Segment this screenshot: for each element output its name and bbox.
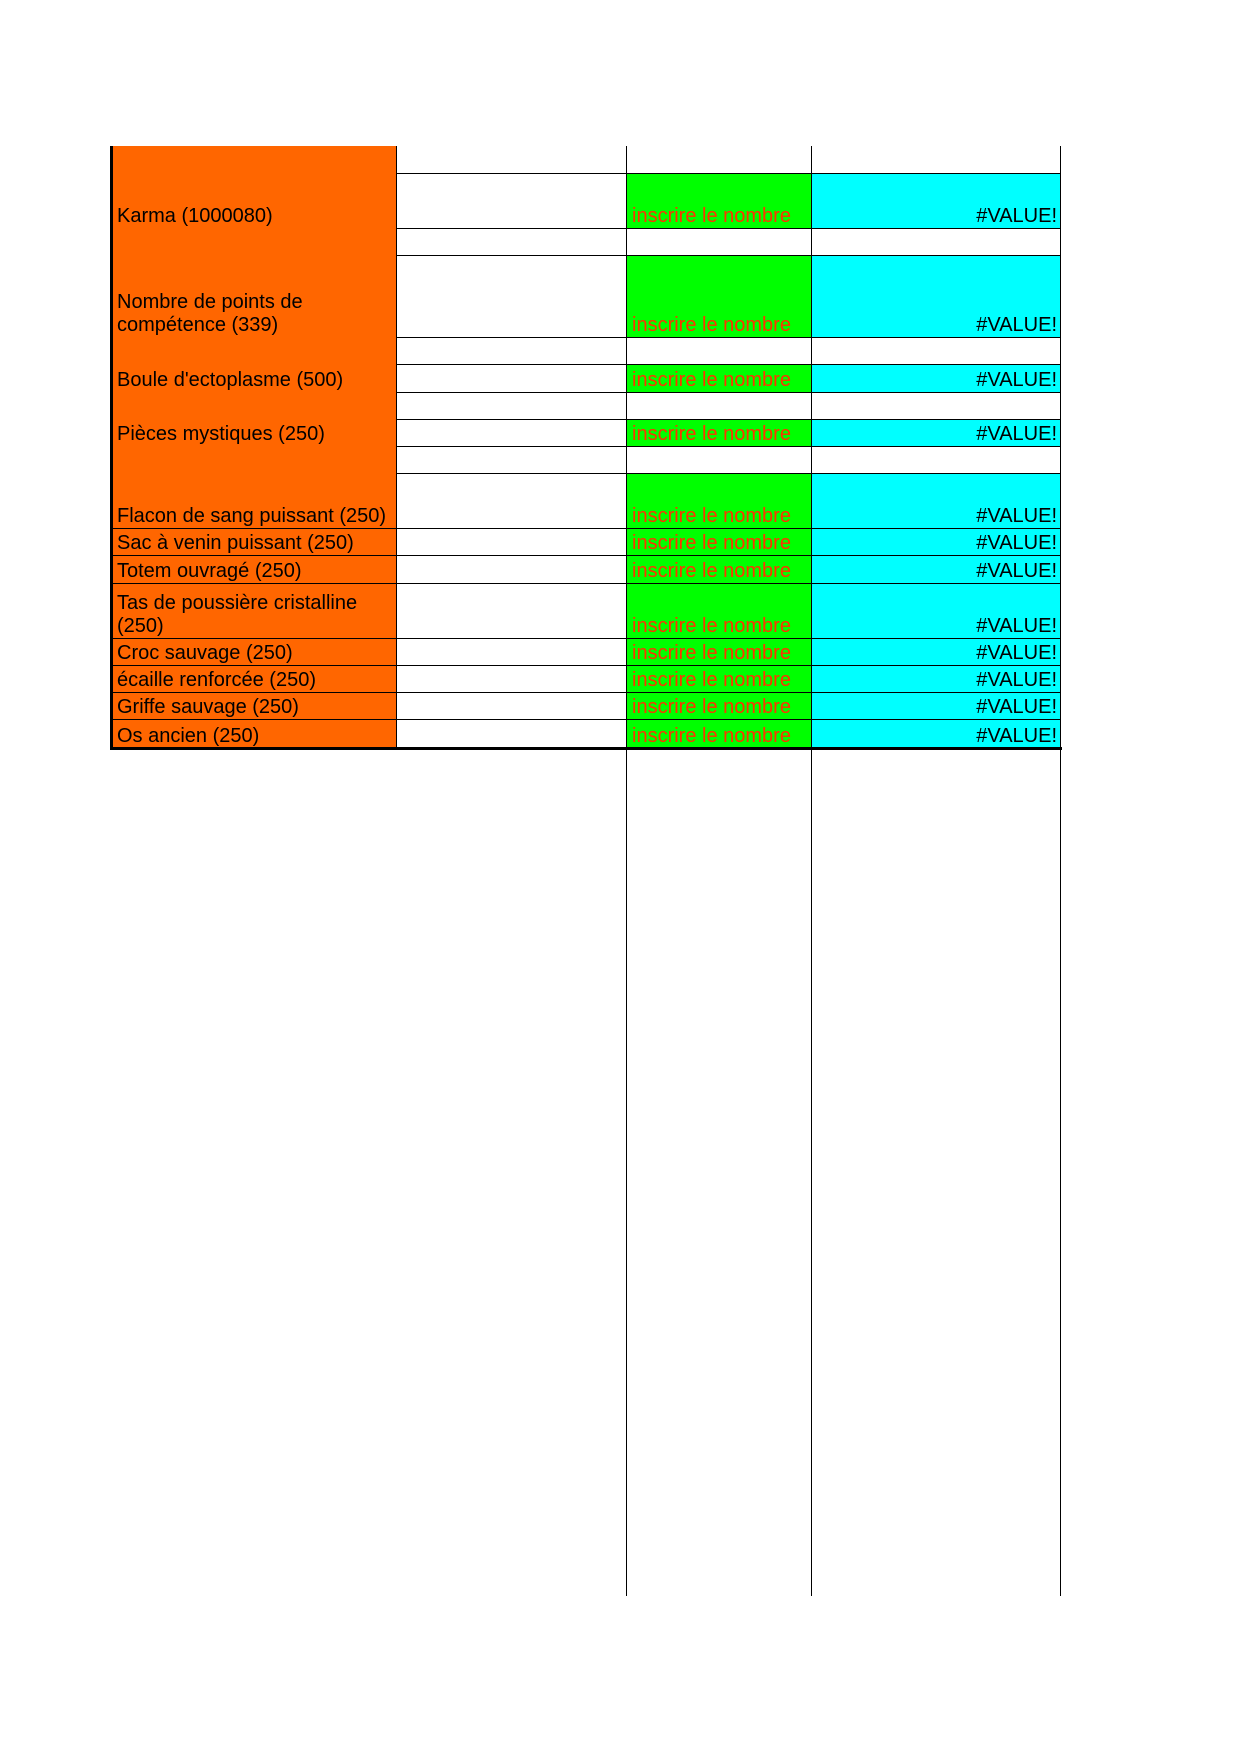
item-label-cell [112,146,397,174]
empty-cell [397,146,627,174]
empty-cell [397,229,627,256]
empty-cell [397,556,627,584]
result-text: #VALUE! [976,505,1057,527]
label-row-border [112,555,397,556]
item-label-text: Nombre de points de compétence (339) [117,291,303,336]
result-cell [812,666,1061,693]
row-border [397,555,1061,556]
result-text: #VALUE! [976,369,1057,391]
label-row-border [112,665,397,666]
empty-cell [397,529,627,556]
empty-cell [397,393,627,420]
quantity-input-text: inscrire le nombre [632,725,791,747]
result-cell [812,447,1061,474]
quantity-input-cell[interactable] [627,474,812,529]
quantity-input-text: inscrire le nombre [632,669,791,691]
result-cell [812,529,1061,556]
result-cell [812,338,1061,365]
result-text: #VALUE! [976,669,1057,691]
row-border [397,392,1061,393]
result-cell [812,174,1061,229]
result-cell [812,693,1061,720]
quantity-input-cell[interactable] [627,146,812,174]
label-row-border [112,638,397,639]
quantity-input-cell[interactable] [627,338,812,365]
quantity-input-cell[interactable] [627,393,812,420]
quantity-input-cell[interactable] [627,174,812,229]
result-cell [812,639,1061,666]
column-border [1060,146,1061,1596]
result-cell [812,229,1061,256]
row-border [397,665,1061,666]
item-label-cell [112,174,397,229]
result-text: #VALUE! [976,642,1057,664]
result-cell [812,146,1061,174]
empty-cell [397,584,627,639]
result-cell [812,556,1061,584]
result-text: #VALUE! [976,696,1057,718]
item-label-text: Totem ouvragé (250) [117,560,302,582]
item-label-text: Griffe sauvage (250) [117,696,299,718]
result-cell [812,584,1061,639]
result-cell [812,365,1061,393]
quantity-input-text: inscrire le nombre [632,505,791,527]
result-text: #VALUE! [976,205,1057,227]
empty-cell [397,420,627,447]
empty-cell [397,474,627,529]
result-text: #VALUE! [976,560,1057,582]
row-border [397,255,1061,256]
item-label-text: Sac à venin puissant (250) [117,532,354,554]
quantity-input-text: inscrire le nombre [632,696,791,718]
quantity-input-cell[interactable] [627,666,812,693]
item-label-cell [112,447,397,474]
result-cell [812,420,1061,447]
quantity-input-text: inscrire le nombre [632,423,791,445]
quantity-input-cell[interactable] [627,639,812,666]
item-label-cell [112,420,397,447]
quantity-input-text: inscrire le nombre [632,560,791,582]
empty-cell [397,693,627,720]
quantity-input-cell[interactable] [627,256,812,338]
result-text: #VALUE! [976,532,1057,554]
quantity-input-text: inscrire le nombre [632,532,791,554]
row-border [397,719,1061,720]
row-border [397,638,1061,639]
row-border [397,446,1061,447]
column-border [396,146,397,749]
quantity-input-cell[interactable] [627,447,812,474]
item-label-cell [112,666,397,693]
quantity-input-text: inscrire le nombre [632,205,791,227]
result-text: #VALUE! [976,725,1057,747]
result-text: #VALUE! [976,615,1057,637]
quantity-input-text: inscrire le nombre [632,314,791,336]
item-label-cell [112,256,397,338]
item-label-cell [112,229,397,256]
column-border [110,146,113,749]
row-border [397,583,1061,584]
result-cell [812,474,1061,529]
quantity-input-text: inscrire le nombre [632,642,791,664]
quantity-input-cell[interactable] [627,584,812,639]
item-label-text: Croc sauvage (250) [117,642,293,664]
quantity-input-text: inscrire le nombre [632,615,791,637]
item-label-cell [112,338,397,365]
item-label-text: Pièces mystiques (250) [117,423,325,445]
row-border [397,337,1061,338]
item-label-cell [112,393,397,420]
column-border [626,146,627,1596]
label-row-border [112,692,397,693]
result-cell [812,393,1061,420]
label-row-border [112,583,397,584]
item-label-cell [112,529,397,556]
empty-cell [397,639,627,666]
empty-cell [397,365,627,393]
row-border [397,692,1061,693]
item-label-cell [112,474,397,529]
row-border [397,419,1061,420]
quantity-input-cell[interactable] [627,556,812,584]
quantity-input-cell[interactable] [627,720,812,749]
item-label-text: écaille renforcée (250) [117,669,316,691]
empty-cell [397,174,627,229]
quantity-input-cell[interactable] [627,529,812,556]
result-text: #VALUE! [976,314,1057,336]
empty-cell [397,666,627,693]
quantity-input-text: inscrire le nombre [632,369,791,391]
item-label-text: Tas de poussière cristalline (250) [117,592,358,637]
item-label-cell [112,720,397,749]
quantity-input-cell[interactable] [627,229,812,256]
empty-cell [397,256,627,338]
result-cell [812,720,1061,749]
item-label-cell [112,365,397,393]
item-label-text: Os ancien (250) [117,725,260,747]
item-label-text: Karma (1000080) [117,205,273,227]
item-label-text: Flacon de sang puissant (250) [117,505,387,527]
empty-cell [397,720,627,749]
result-cell [812,256,1061,338]
label-row-border [112,528,397,529]
row-border [397,473,1061,474]
column-border [811,146,812,1596]
quantity-input-cell[interactable] [627,420,812,447]
item-label-cell [112,556,397,584]
row-border [110,747,1062,750]
item-label-text: Boule d'ectoplasme (500) [117,369,344,391]
result-text: #VALUE! [976,423,1057,445]
label-row-border [112,719,397,720]
row-border [397,173,1061,174]
row-border [397,228,1061,229]
quantity-input-cell[interactable] [627,365,812,393]
item-label-cell [112,639,397,666]
empty-cell [397,338,627,365]
item-label-cell [112,584,397,639]
empty-cell [397,447,627,474]
row-border [397,528,1061,529]
quantity-input-cell[interactable] [627,693,812,720]
item-label-cell [112,693,397,720]
row-border [397,364,1061,365]
